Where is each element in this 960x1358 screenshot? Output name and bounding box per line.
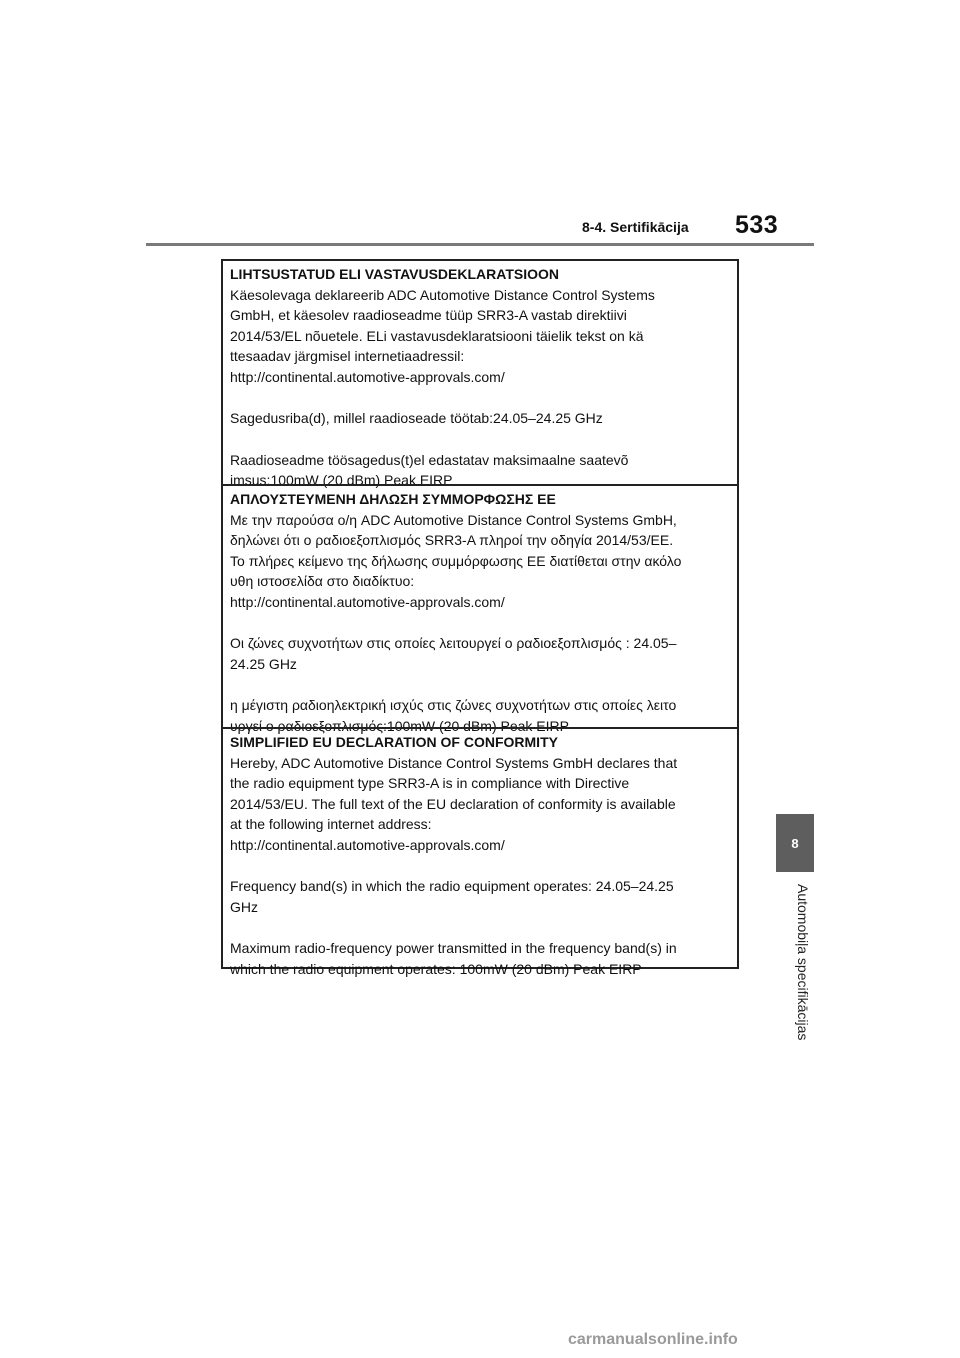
declaration-title: ΑΠΛΟΥΣΤΕΥΜΕΝΗ ΔΗΛΩΣΗ ΣΥΜΜΟΡΦΩΣΗΣ ΕΕ — [230, 491, 556, 507]
declaration-line: Hereby, ADC Automotive Distance Control Systems GmbH declares that — [230, 754, 678, 771]
declaration-line: Με την παρούσα ο/η ADC Automotive Distance Control Systems GmbH, — [230, 511, 677, 528]
declaration-line: 2014/53/EU. The full text of the EU declaration of conformity is available — [230, 795, 676, 812]
frequency-band-line: Sagedusriba(d), millel raadioseade töötab:24.05–24.25 GHz — [230, 410, 603, 426]
chapter-label: Automobiļa specifikācijas — [795, 884, 811, 1041]
spacer — [230, 612, 730, 633]
declaration-line: 2014/53/EL nõuetele. ELi vastavusdeklaratsiooni täielik tekst on kä — [230, 327, 644, 344]
max-power-line: υργεί ο ραδιοεξοπλισμός:100mW (20 dBm) Peak EIRP — [230, 717, 569, 734]
declaration-line: Käesolevaga deklareerib ADC Automotive Distance Control Systems — [230, 286, 655, 303]
declaration-url: http://continental.automotive-approvals.com/ — [230, 836, 505, 853]
declaration-title: SIMPLIFIED EU DECLARATION OF CONFORMITY — [230, 734, 558, 750]
header-divider — [146, 243, 814, 246]
declaration-box — [221, 259, 739, 977]
max-power-line: which the radio equipment operates: 100mW (20 dBm) Peak EIRP — [230, 960, 642, 977]
spacer — [230, 429, 730, 450]
spacer — [230, 855, 730, 876]
max-power-line: Maximum radio-frequency power transmitted in the frequency band(s) in — [230, 940, 677, 956]
max-power-line: Raadioseadme töösagedus(t)el edastatav maksimaalne saatevõ — [230, 451, 629, 468]
frequency-band-line: 24.25 GHz — [230, 655, 297, 672]
frequency-band-line: GHz — [230, 898, 258, 915]
declaration-line: Το πλήρες κείμενο της δήλωσης συμμόρφωσης ΕΕ διατίθεται στην ακόλο — [230, 552, 682, 569]
page-number: 533 — [735, 211, 779, 239]
declaration-line: ttesaadav järgmisel internetiaadressil: — [230, 348, 465, 364]
declaration-url: http://continental.automotive-approvals.com/ — [230, 593, 505, 610]
frequency-band-line: Frequency band(s) in which the radio equipment operates: 24.05–24.25 — [230, 878, 674, 894]
spacer — [230, 387, 730, 408]
frequency-band-line: Οι ζώνες συχνοτήτων στις οποίες λειτουργεί ο ραδιοεξοπλισμός : 24.05– — [230, 635, 677, 651]
spacer — [230, 917, 730, 938]
declaration-line: the radio equipment type SRR3-A is in compliance with Directive — [230, 775, 630, 791]
max-power-line: η μέγιστη ραδιοηλεκτρική ισχύς στις ζώνες συχνοτήτων στις οποίες λειτο — [230, 697, 677, 713]
header-section-title: 8-4. Sertifikācija — [582, 219, 689, 235]
declaration-greek — [223, 484, 737, 736]
declaration-estonian — [223, 261, 737, 491]
declaration-line: at the following internet address: — [230, 816, 432, 832]
spacer — [230, 674, 730, 695]
declaration-url: http://continental.automotive-approvals.com/ — [230, 368, 505, 385]
declaration-english — [223, 727, 737, 979]
max-power-line: imsus:100mW (20 dBm) Peak EIRP — [230, 472, 453, 488]
site-watermark: carmanualsonline.info — [568, 1331, 738, 1348]
declaration-line: GmbH, et käesolev raadioseadme tüüp SRR3-A vastab direktiivi — [230, 307, 627, 323]
declaration-title: LIHTSUSTATUD ELI VASTAVUSDEKLARATSIOON — [230, 266, 559, 282]
declaration-line: δηλώνει ότι ο ραδιοεξοπλισμός SRR3-A πληροί την οδηγία 2014/53/ΕΕ. — [230, 532, 674, 548]
chapter-number: 8 — [791, 835, 799, 851]
declaration-line: υθη ιστοσελίδα στο διαδίκτυο: — [230, 573, 415, 589]
chapter-tab — [776, 814, 814, 872]
